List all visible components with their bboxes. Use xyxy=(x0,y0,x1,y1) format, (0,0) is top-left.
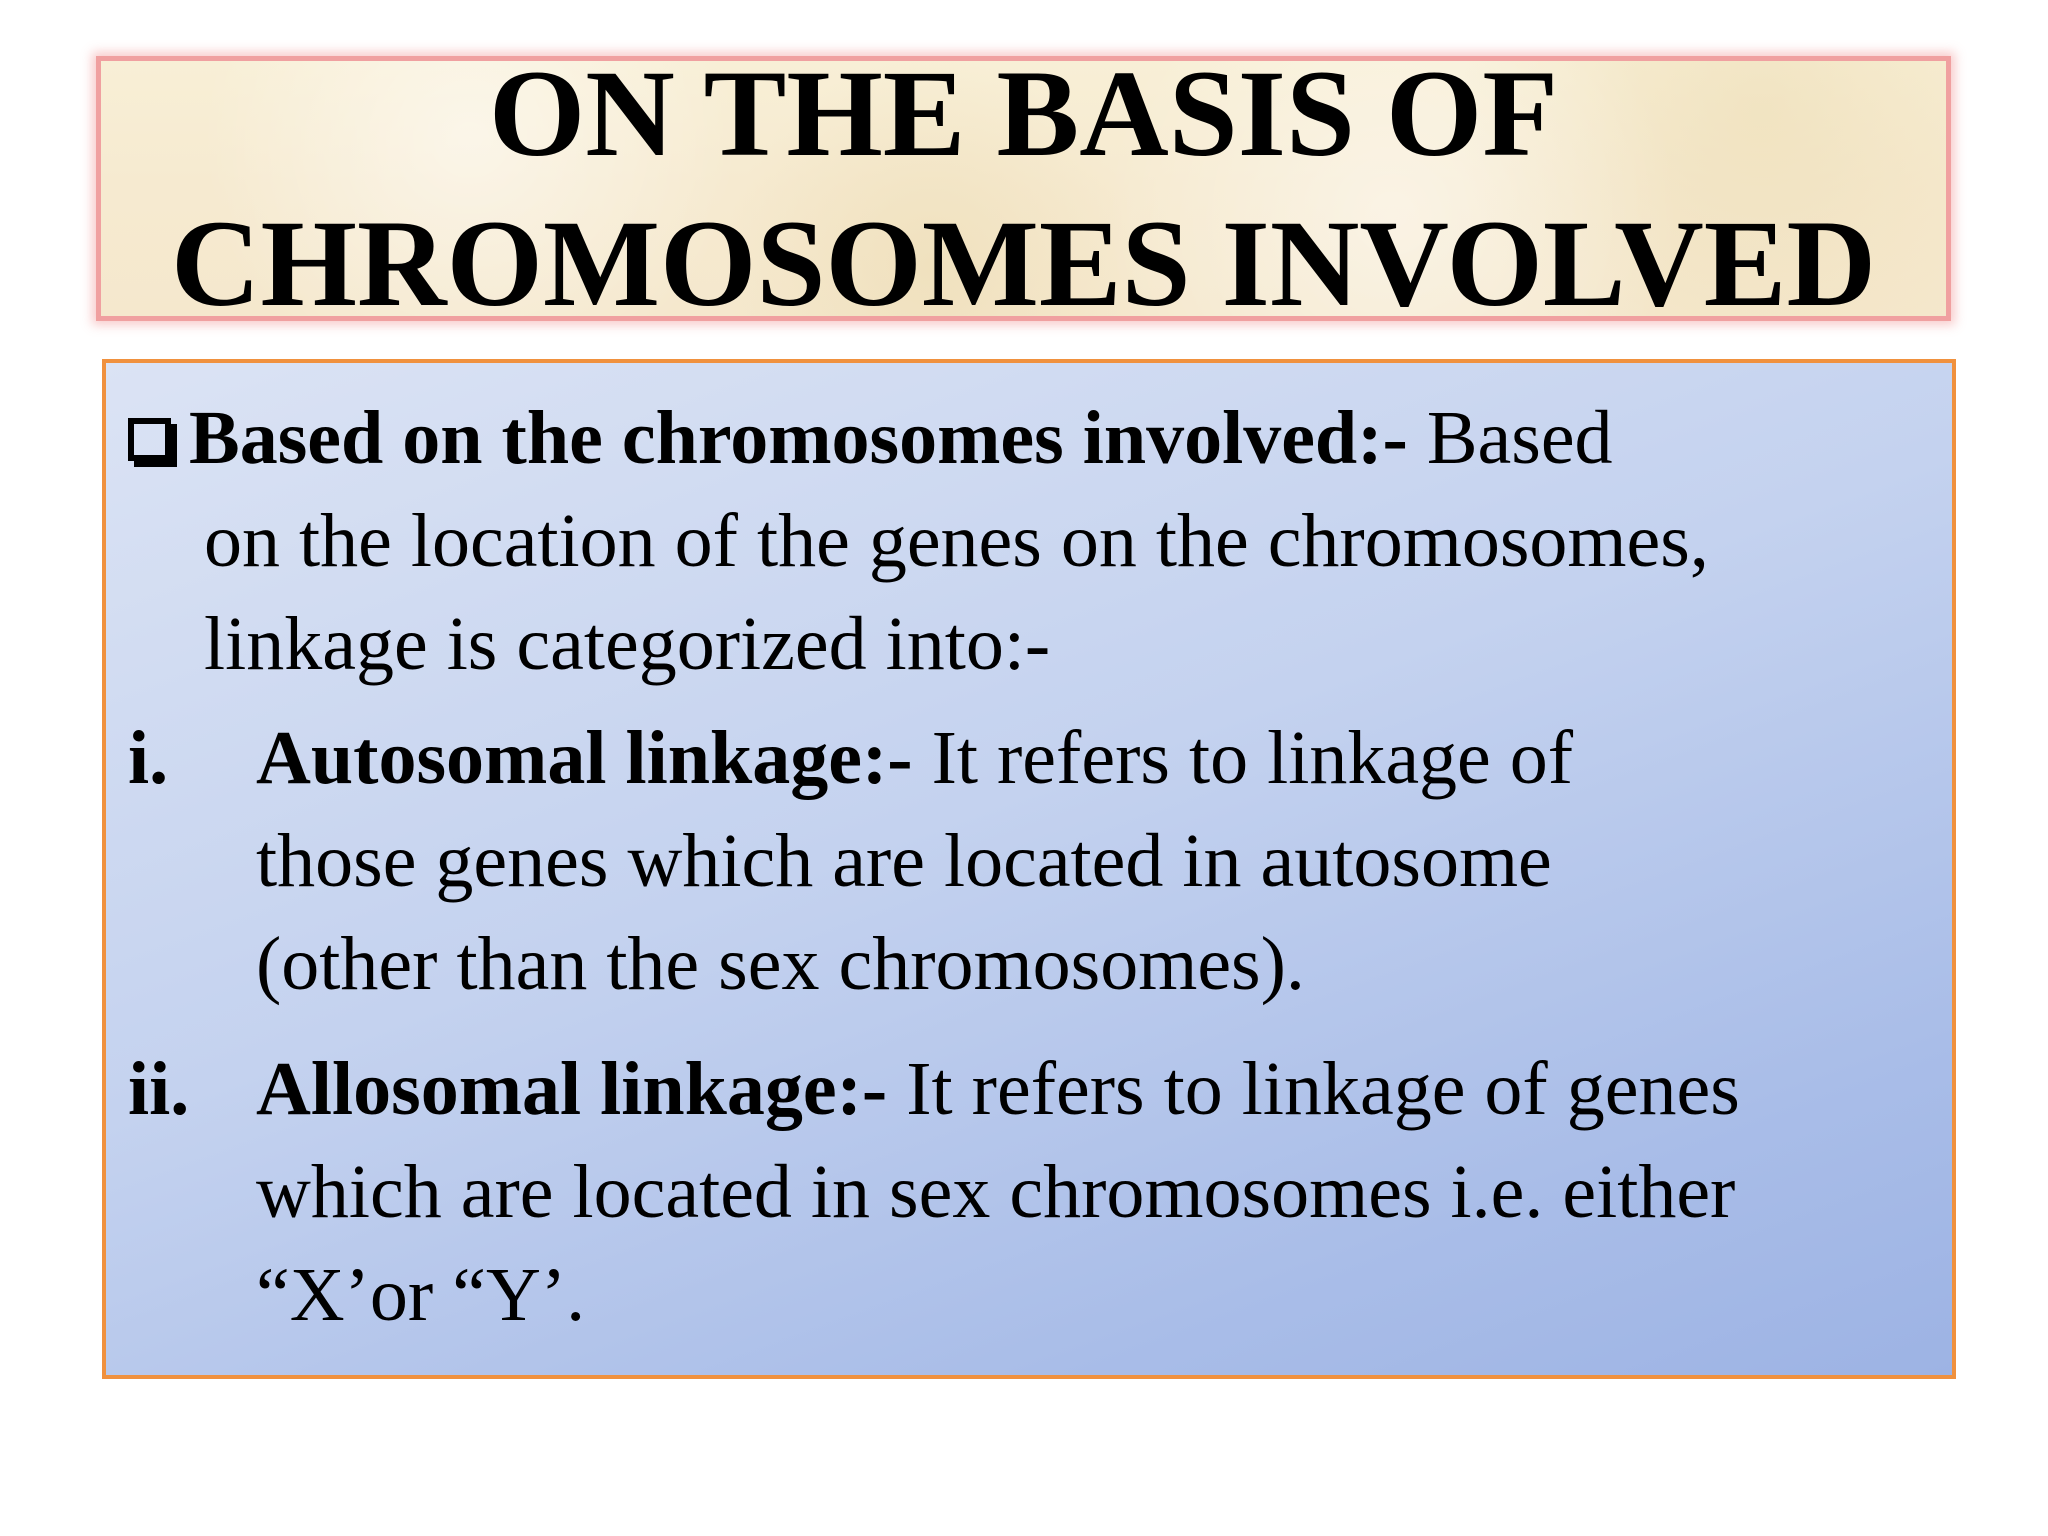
intro-line-3: linkage is categorized into:- xyxy=(204,602,1051,686)
item-2-line-1-rest: It refers to linkage of genes xyxy=(887,1047,1740,1131)
item-2-heading: Allosomal linkage:- xyxy=(256,1047,888,1131)
checkbox-icon xyxy=(128,418,171,461)
slide-title-line-2: CHROMOSOMES INVOLVED xyxy=(170,194,1877,332)
content-box xyxy=(102,359,1956,1379)
item-1-line-1 xyxy=(256,707,1573,810)
intro-paragraph xyxy=(128,387,1709,696)
item-1-line-2: those genes which are located in autosome xyxy=(256,819,1552,903)
item-2-line-1 xyxy=(256,1038,1740,1141)
slide-title-line-1: ON THE BASIS OF xyxy=(488,44,1559,182)
item-2-line-2: which are located in sex chromosomes i.e. either xyxy=(256,1150,1736,1234)
item-1-heading: Autosomal linkage:- xyxy=(256,716,913,800)
item-2-line-3: “X’or “Y’. xyxy=(256,1253,586,1337)
item-1-line-1-rest: It refers to linkage of xyxy=(912,716,1574,800)
list-marker: i. xyxy=(128,716,169,800)
item-1-line-3: (other than the sex chromosomes). xyxy=(256,922,1305,1006)
intro-line-1 xyxy=(128,387,1709,490)
title-box xyxy=(96,44,1951,332)
intro-line-1-rest: Based xyxy=(1407,396,1613,480)
list-marker: ii. xyxy=(128,1047,190,1131)
intro-heading: Based on the chromosomes involved:- xyxy=(189,396,1408,480)
intro-line-2: on the location of the genes on the chromosomes, xyxy=(204,499,1709,583)
